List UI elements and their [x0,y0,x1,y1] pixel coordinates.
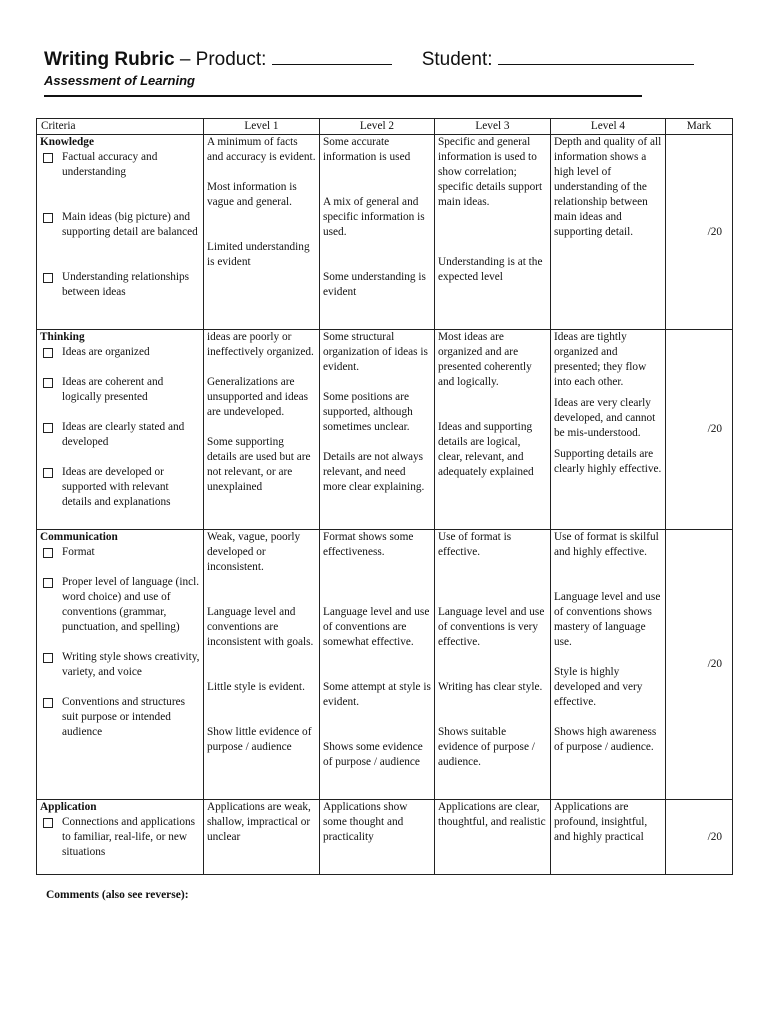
descriptor: Shows suitable evidence of purpose / audience. [438,726,535,768]
criteria-cell [37,135,204,330]
descriptor: Language level and use of conventions are somewhat effective. [323,606,430,648]
checkbox-icon[interactable] [43,423,53,433]
descriptor: Understanding is at the expected level [438,256,543,283]
page-title: Writing Rubric [44,49,175,70]
level-3-cell [435,800,551,875]
criterion-text: Writing style shows creativity, variety, and voice [62,651,200,678]
mark-cell[interactable]: /20 [666,800,733,875]
criterion-item [40,270,200,300]
level-3-cell [435,330,551,530]
level-4-cell [551,800,666,875]
criterion-text: Ideas are coherent and logically presented [62,376,164,403]
header-level-2: Level 2 [320,119,435,135]
criterion-item [40,545,200,560]
checkbox-icon[interactable] [43,273,53,283]
criterion-item [40,575,200,635]
header-criteria: Criteria [37,119,204,135]
level-4-cell [551,530,666,800]
descriptor: Some understanding is evident [323,271,426,298]
level-2-cell [320,800,435,875]
descriptor: Some accurate information is used [323,136,411,163]
checkbox-icon[interactable] [43,468,53,478]
header-level-4: Level 4 [551,119,666,135]
category-thinking: Thinking [40,331,85,343]
descriptor: Language level and use of conventions is very effective. [438,606,545,648]
criterion-item [40,465,200,510]
criterion-item [40,210,200,240]
table-row [37,800,733,875]
student-label: Student: [421,49,498,70]
checkbox-icon[interactable] [43,653,53,663]
criterion-item [40,345,200,360]
descriptor: A mix of general and specific information is used. [323,196,425,238]
category-application: Application [40,801,97,813]
criterion-item [40,375,200,405]
title-line [44,46,644,74]
descriptor: Shows high awareness of purpose / audience. [554,726,657,753]
checkbox-icon[interactable] [43,698,53,708]
criterion-item [40,150,200,180]
criterion-text: Format [62,546,95,558]
table-row [37,330,733,530]
criterion-text: Main ideas (big picture) and supporting detail are balanced [62,211,198,238]
criterion-item [40,650,200,680]
level-3-cell [435,530,551,800]
descriptor: A minimum of facts and accuracy is evident. [207,136,316,163]
descriptor: Limited understanding is evident [207,241,310,268]
descriptor: Ideas and supporting details are logical, clear, relevant, and adequately explained [438,421,534,478]
criteria-cell [37,330,204,530]
table-row [37,135,733,330]
level-2-cell [320,330,435,530]
descriptor: Some attempt at style is evident. [323,681,431,708]
level-1-cell [204,330,320,530]
descriptor: Some structural organization of ideas is evident. [323,331,428,373]
level-1-cell [204,530,320,800]
comments-label: Comments (also see reverse): [46,889,189,901]
header-rule [44,95,642,97]
descriptor: Details are not always relevant, and need more clear explaining. [323,451,425,493]
descriptor: Applications are weak, shallow, impractical or unclear [207,801,311,843]
checkbox-icon[interactable] [43,213,53,223]
checkbox-icon[interactable] [43,548,53,558]
descriptor: Language level and use of conventions shows mastery of language use. [554,591,661,648]
criterion-item [40,420,200,450]
table-row [37,530,733,800]
category-knowledge: Knowledge [40,136,94,148]
header-mark: Mark [666,119,733,135]
descriptor: Ideas are very clearly developed, and cannot be mis-understood. [554,397,656,439]
descriptor: Style is highly developed and very effective. [554,666,643,708]
descriptor: Depth and quality of all information shows a high level of understanding of the relationship between main ideas and supporting detail. [554,136,662,238]
descriptor: Use of format is skilful and highly effective. [554,531,659,558]
checkbox-icon[interactable] [43,153,53,163]
level-4-cell [551,135,666,330]
level-4-cell [551,330,666,530]
criterion-text: Understanding relationships between ideas [62,271,190,298]
descriptor: Generalizations are unsupported and ideas are undeveloped. [207,376,309,418]
mark-cell[interactable]: /20 [666,330,733,530]
descriptor: Weak, vague, poorly developed or inconsistent. [207,531,301,573]
descriptor: Some supporting details are used but are not relevant, or are unexplained [207,436,311,493]
criterion-text: Proper level of language (incl. word choice) and use of conventions (grammar, punctuation, and spelling) [62,576,200,633]
descriptor: Specific and general information is used to show correlation; specific details support main ideas. [438,136,543,208]
descriptor: Show little evidence of purpose / audience [207,726,312,753]
descriptor: Applications show some thought and practicality [323,801,408,843]
page-subtitle: Assessment of Learning [44,73,195,88]
descriptor: Most ideas are organized and are presented coherently and logically. [438,331,532,388]
descriptor: Writing has clear style. [438,681,543,693]
descriptor: Ideas are tightly organized and presented; they flow into each other. [554,331,647,388]
descriptor: Little style is evident. [207,681,305,693]
descriptor: Language level and conventions are inconsistent with goals. [207,606,314,648]
product-blank[interactable] [272,46,392,65]
descriptor: Some positions are supported, although sometimes unclear. [323,391,413,433]
checkbox-icon[interactable] [43,578,53,588]
criterion-item [40,815,200,860]
table-header-row [37,119,733,135]
descriptor: Applications are profound, insightful, and highly practical [554,801,648,843]
criterion-text: Connections and applications to familiar, real-life, or new situations [62,816,196,858]
descriptor: Applications are clear, thoughtful, and realistic [438,801,546,828]
header-level-3: Level 3 [435,119,551,135]
level-1-cell [204,135,320,330]
level-1-cell [204,800,320,875]
mark-cell[interactable]: /20 [666,530,733,800]
level-2-cell [320,135,435,330]
descriptor: Most information is vague and general. [207,181,297,208]
descriptor: ideas are poorly or ineffectively organized. [207,331,314,358]
checkbox-icon[interactable] [43,378,53,388]
criterion-text: Ideas are developed or supported with relevant details and explanations [62,466,171,508]
header-level-1: Level 1 [204,119,320,135]
level-2-cell [320,530,435,800]
product-label: – Product: [174,49,272,70]
descriptor: Format shows some effectiveness. [323,531,414,558]
criteria-cell [37,530,204,800]
checkbox-icon[interactable] [43,818,53,828]
level-3-cell [435,135,551,330]
criterion-item [40,695,200,740]
descriptor: Supporting details are clearly highly effective. [554,448,662,475]
criteria-cell [37,800,204,875]
rubric-table [36,118,733,875]
category-communication: Communication [40,531,118,543]
checkbox-icon[interactable] [43,348,53,358]
mark-cell[interactable]: /20 [666,135,733,330]
criterion-text: Ideas are clearly stated and developed [62,421,185,448]
criterion-text: Conventions and structures suit purpose or intended audience [62,696,185,738]
student-blank[interactable] [498,46,694,65]
descriptor: Use of format is effective. [438,531,512,558]
descriptor: Shows some evidence of purpose / audience [323,741,423,768]
criterion-text: Factual accuracy and understanding [62,151,158,178]
page-header [44,46,644,88]
criterion-text: Ideas are organized [62,346,150,358]
